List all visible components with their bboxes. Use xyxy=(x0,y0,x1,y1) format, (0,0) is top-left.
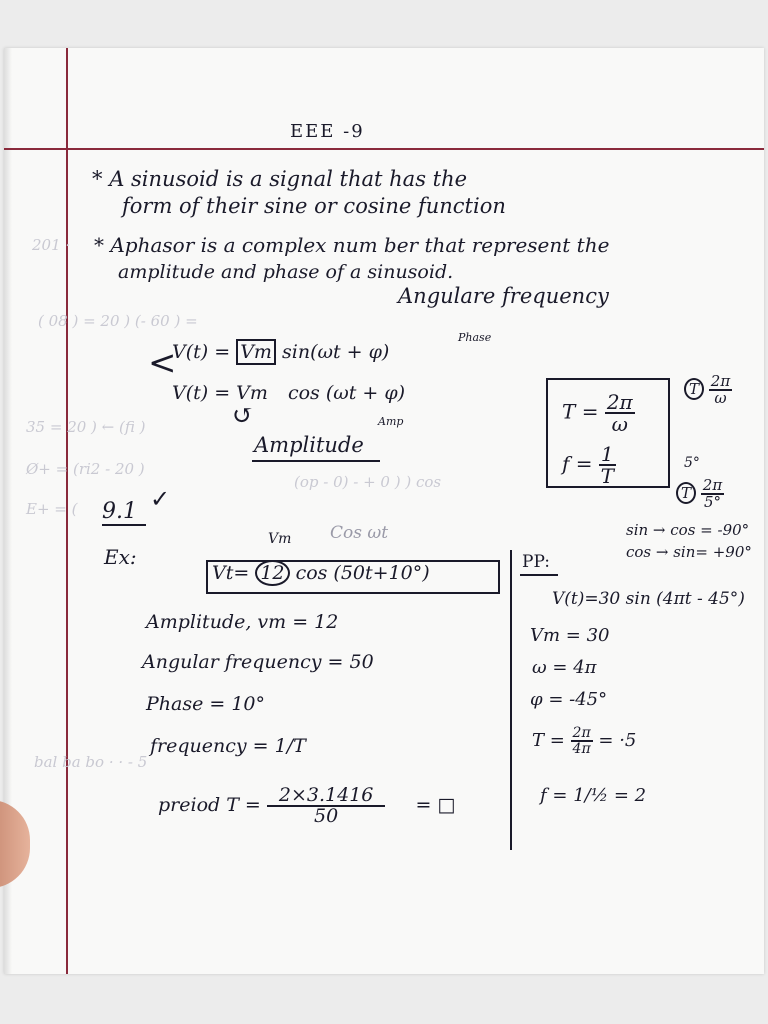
cos-to-sin-note: cos → sin= +90° xyxy=(626,543,752,561)
practice-frequency: f = 1/½ = 2 xyxy=(540,785,647,806)
practice-line: ω = 4π xyxy=(532,657,597,678)
example-equation-rest: cos (50t+10°) xyxy=(295,562,430,584)
example-period-result: = □ xyxy=(415,794,456,816)
phase-arrow-label: Phase xyxy=(458,331,492,344)
ghost-text: Ø+ = (ri2 - 20 ) xyxy=(26,460,145,478)
example-equation-prefix: Vt= xyxy=(212,562,250,584)
definition-text: Aphasor is a complex num ber that represent the xyxy=(110,233,610,257)
side-note-numerator-2: 2π xyxy=(702,476,723,494)
side-note-fifty: 5° xyxy=(684,455,700,471)
definition-1-line-1 xyxy=(92,168,467,191)
equation-2 xyxy=(172,383,405,404)
frequency-fraction xyxy=(599,444,616,486)
side-note-fraction-2 xyxy=(701,478,724,510)
equation-1-rhs: sin(ωt + φ) xyxy=(282,341,390,363)
vm-boxed: Vm xyxy=(236,339,276,365)
tick-mark-glyph: ✓ xyxy=(150,485,171,513)
frequency-lhs: f = xyxy=(562,451,593,476)
equation-1-lhs: V(t) = xyxy=(172,341,231,363)
example-equation-amplitude: 12 xyxy=(255,560,289,586)
example-line: frequency = 1/T xyxy=(150,735,306,757)
period-lhs: T = xyxy=(562,399,599,424)
definition-text: A sinusoid is a signal that has the xyxy=(109,167,468,191)
equation-2-rhs: cos (ωt + φ) xyxy=(287,382,406,404)
equation-2-lhs: V(t) = Vm xyxy=(172,382,268,404)
frequency-denominator: T xyxy=(600,464,614,488)
curved-arrow-glyph: ↺ xyxy=(232,401,254,431)
example-period-lhs: preiod T = xyxy=(158,794,261,816)
example-label: Ex: xyxy=(104,545,137,569)
equation-1 xyxy=(172,342,389,363)
example-period-numerator: 2×3.1416 xyxy=(267,786,386,807)
amplitude-underline xyxy=(252,460,380,462)
practice-equation: V(t)=30 sin (4πt - 45°) xyxy=(552,589,745,609)
definition-2-line-2: amplitude and phase of a sinusoid. xyxy=(118,261,454,283)
amplitude-label: Amplitude xyxy=(254,433,364,457)
ghost-text: 35 = 20 ) ← (fi ) xyxy=(26,418,146,436)
bracket-symbol: < xyxy=(148,343,177,383)
side-note-denominator-2: 5° xyxy=(703,493,722,511)
example-line: Phase = 10° xyxy=(146,693,266,715)
example-number-underline xyxy=(102,524,146,526)
vm-note: Vm xyxy=(268,531,292,547)
header-line xyxy=(4,148,764,150)
practice-period-numerator: 2π xyxy=(572,725,591,741)
ghost-text: E+ = ( xyxy=(26,500,78,518)
practice-period-fraction xyxy=(571,726,593,756)
example-line: Amplitude, vm = 12 xyxy=(146,611,339,633)
bullet: * xyxy=(92,167,103,191)
practice-period-lhs: T = xyxy=(532,730,565,751)
side-note-fraction xyxy=(709,374,732,406)
practice-line: Vm = 30 xyxy=(530,625,610,646)
ghost-text: ( 08 ) = 20 ) (- 60 ) = xyxy=(38,312,198,330)
practice-period xyxy=(532,726,636,756)
side-note-numerator: 2π xyxy=(710,372,731,390)
circled-t: T xyxy=(684,378,704,400)
side-note-period xyxy=(684,374,732,406)
example-period-denominator: 50 xyxy=(314,805,339,827)
practice-label: PP: xyxy=(522,552,550,572)
period-denominator: ω xyxy=(611,412,628,436)
example-equation xyxy=(212,563,430,584)
period-formula xyxy=(562,392,635,434)
practice-period-value: = ·5 xyxy=(598,730,637,751)
example-number: 9.1 xyxy=(102,499,137,524)
definition-1-line-2: form of their sine or cosine function xyxy=(122,194,506,218)
practice-period-denominator: 4π xyxy=(572,741,591,757)
definition-2-line-1 xyxy=(94,234,609,256)
frequency-numerator: 1 xyxy=(600,442,614,466)
ghost-text: 201 · xyxy=(32,236,71,254)
amp-arrow-label: Amp xyxy=(378,415,404,428)
example-period xyxy=(158,786,455,826)
page-header: EEE -9 xyxy=(290,121,365,142)
practice-line: φ = -45° xyxy=(530,689,608,710)
thumb-overlay xyxy=(0,800,30,888)
angular-frequency-label: Angulare frequency xyxy=(398,284,609,308)
sin-to-cos-note: sin → cos = -90° xyxy=(626,521,750,539)
cos-note: Cos ωt xyxy=(330,523,389,543)
side-note-period-2 xyxy=(676,478,724,510)
period-numerator: 2π xyxy=(606,390,633,414)
column-divider xyxy=(510,550,512,850)
ghost-text: (op - 0) - + 0 ) ) cos xyxy=(294,473,442,491)
practice-label-underline xyxy=(520,574,558,576)
bullet: * xyxy=(94,233,104,257)
example-period-fraction xyxy=(267,786,386,826)
ghost-text: bal ba bo · · - 5 xyxy=(34,753,148,771)
circled-t-2: T xyxy=(676,482,696,504)
frequency-formula xyxy=(562,444,616,486)
example-line: Angular frequency = 50 xyxy=(142,651,374,673)
period-fraction xyxy=(605,392,635,434)
side-note-denominator: ω xyxy=(714,389,727,407)
